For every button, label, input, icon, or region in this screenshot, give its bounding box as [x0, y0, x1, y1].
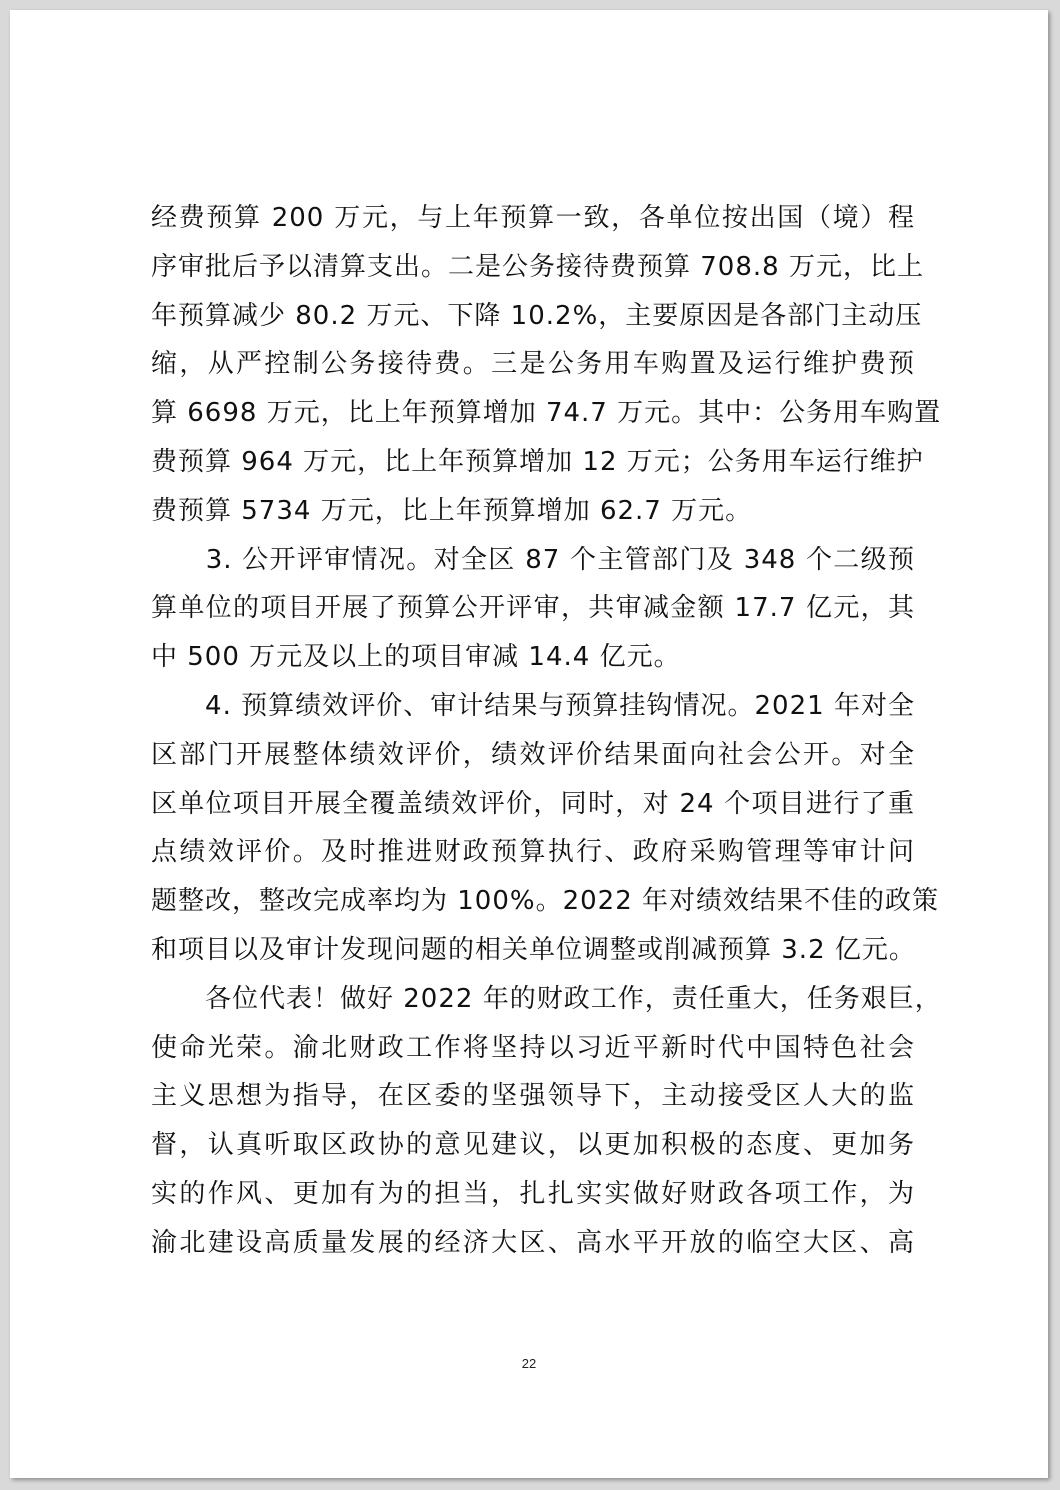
text-line: 区单位项目开展全覆盖绩效评价，同时，对 24 个项目进行了重: [151, 788, 915, 819]
paragraph-closing-remarks: [151, 975, 942, 1268]
text-line: 中 500 万元及以上的项目审减 14.4 亿元。: [151, 642, 681, 673]
text-line: 题整改，整改完成率均为 100%。2022 年对绩效结果不佳的政策: [151, 886, 940, 917]
document-page: [10, 10, 1048, 1478]
paragraph-performance-evaluation: [151, 682, 940, 975]
text-line: 算单位的项目开展了预算公开评审，共审减金额 17.7 亿元，其: [151, 593, 915, 624]
paragraph-public-review: [151, 536, 915, 682]
paragraph-public-funds: [151, 194, 942, 536]
text-line: 3. 公开评审情况。对全区 87 个主管部门及 348 个二级预: [151, 544, 915, 575]
page-number: 22: [521, 1356, 537, 1371]
text-line: 区部门开展整体绩效评价，绩效评价结果面向社会公开。对全: [151, 739, 915, 770]
text-line: 使命光荣。渝北财政工作将坚持以习近平新时代中国特色社会: [151, 1032, 915, 1063]
text-line: 点绩效评价。及时推进财政预算执行、政府采购管理等审计问: [151, 837, 915, 868]
text-line: 各位代表！做好 2022 年的财政工作，责任重大，任务艰巨，: [151, 983, 942, 1014]
text-line: 4. 预算绩效评价、审计结果与预算挂钩情况。2021 年对全: [151, 690, 915, 721]
text-line: 缩，从严控制公务接待费。三是公务用车购置及运行维护费预: [151, 349, 915, 380]
text-line: 实的作风、更加有为的担当，扎扎实实做好财政各项工作，为: [151, 1178, 915, 1209]
text-line: 和项目以及审计发现问题的相关单位调整或削减预算 3.2 亿元。: [151, 934, 916, 965]
text-line: 渝北建设高质量发展的经济大区、高水平开放的临空大区、高: [151, 1227, 915, 1258]
text-line: 年预算减少 80.2 万元、下降 10.2%，主要原因是各部门主动压: [151, 300, 923, 331]
text-line: 序审批后予以清算支出。二是公务接待费预算 708.8 万元，比上: [151, 251, 924, 282]
text-line: 算 6698 万元，比上年预算增加 74.7 万元。其中：公务用车购置: [151, 398, 942, 429]
text-line: 主义思想为指导，在区委的坚强领导下，主动接受区人大的监: [151, 1081, 915, 1112]
text-line: 费预算 5734 万元，比上年预算增加 62.7 万元。: [151, 495, 753, 526]
text-line: 督，认真听取区政协的意见建议，以更加积极的态度、更加务: [151, 1130, 915, 1161]
text-line: 经费预算 200 万元，与上年预算一致，各单位按出国（境）程: [151, 203, 915, 233]
text-line: 费预算 964 万元，比上年预算增加 12 万元；公务用车运行维护: [151, 446, 924, 477]
document-body: [151, 194, 942, 1268]
